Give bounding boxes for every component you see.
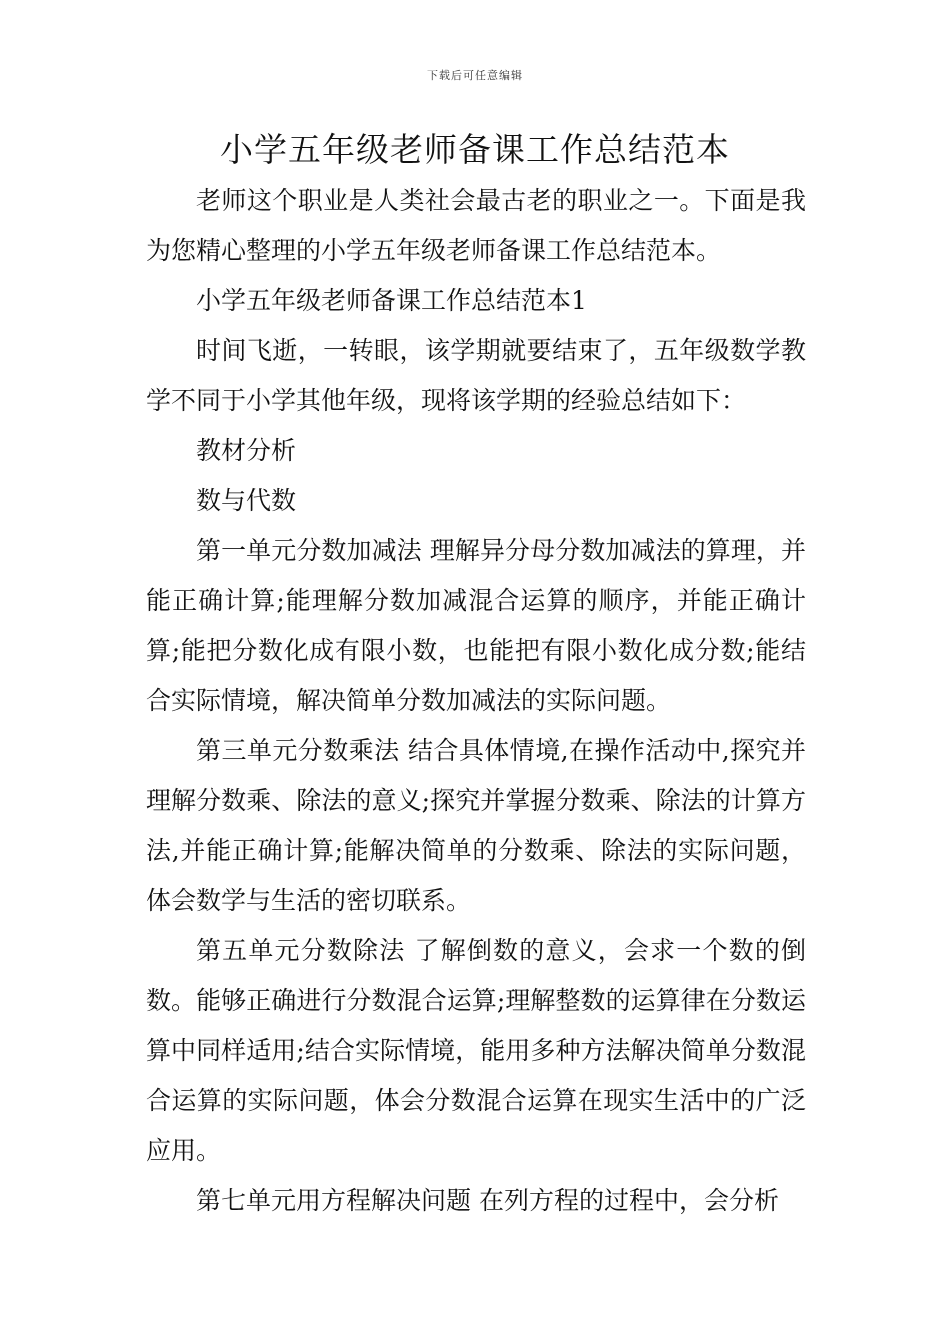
subheading-textbook-analysis: 教材分析 [196, 436, 297, 465]
subheading-numbers-algebra: 数与代数 [196, 486, 297, 515]
paragraph-opening: 时间飞逝，一转眼，该学期就要结束了，五年级数学教学不同于小学其他年级，现将该学期的经验总结如下： [146, 336, 806, 415]
paragraph-unit-5: 第五单元分数除法 了解倒数的意义，会求一个数的倒数。能够正确进行分数混合运算;理解整数的运算律在分数运算中同样适用;结合实际情境，能用多种方法解决简单分数混合运算的实际问题，体会分数混合运算在现实生活中的广泛应用。 [146, 936, 806, 1165]
paragraph-unit-7: 第七单元用方程解决问题 在列方程的过程中，会分析 [196, 1186, 779, 1215]
header-note: 下载后可任意编辑 [427, 69, 523, 82]
paragraph-unit-1: 第一单元分数加减法 理解异分母分数加减法的算理，并能正确计算;能理解分数加减混合运算的顺序，并能正确计算;能把分数化成有限小数，也能把有限小数化成分数;能结合实际情境，解决简单分数加减法的实际问题。 [146, 536, 806, 715]
document-body [146, 176, 806, 1226]
paragraph-unit-3: 第三单元分数乘法 结合具体情境,在操作活动中,探究并理解分数乘、除法的意义;探究并掌握分数乘、除法的计算方法,并能正确计算;能解决简单的分数乘、除法的实际问题，体会数学与生活的密切联系。 [146, 736, 806, 915]
paragraph-intro: 老师这个职业是人类社会最古老的职业之一。下面是我为您精心整理的小学五年级老师备课工作总结范本。 [146, 186, 806, 265]
document-title: 小学五年级老师备课工作总结范本 [220, 130, 730, 169]
section-heading-1: 小学五年级老师备课工作总结范本1 [196, 286, 587, 315]
